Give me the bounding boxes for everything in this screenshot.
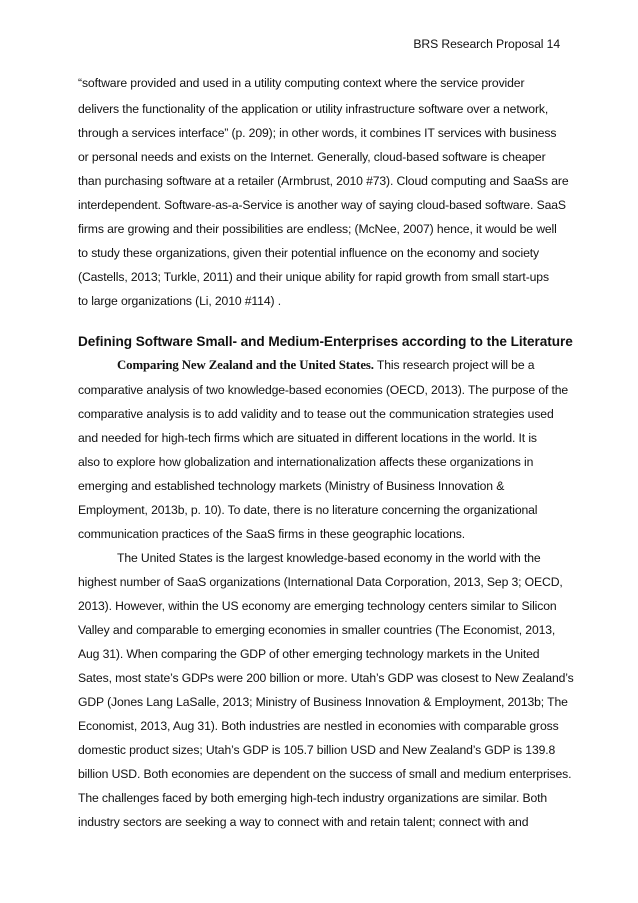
paragraph-3-line: Aug 31). When comparing the GDP of other emerging technology markets in the United [78,647,540,661]
paragraph-2-line: also to explore how globalization and internationalization affects these organizations in [78,455,534,469]
paragraph-3-line: The challenges faced by both emerging high-tech industry organizations are similar. Both [78,791,548,805]
paragraph-3-line: Valley and comparable to emerging economies in smaller countries (The Economist, 2013, [78,623,556,637]
paragraph-3-line: Sates, most state’s GDPs were 200 billion or more. Utah’s GDP was closest to New Zealand’s [78,671,574,685]
paragraph-2-line: comparative analysis is to add validity and to tease out the communication strategies used [78,407,554,421]
paragraph-1-line: than purchasing software at a retailer (Armbrust, 2010 #73). Cloud computing and SaaSs are [78,174,569,188]
paragraph-1-line: “software provided and used in a utility computing context where the service provider [78,76,525,90]
paragraph-3-line: GDP (Jones Lang LaSalle, 2013; Ministry of Business Innovation & Employment, 2013b; The [78,695,568,709]
paragraph-2-line: communication practices of the SaaS firms in these geographic locations. [78,527,465,541]
paragraph-1-line: (Castells, 2013; Turkle, 2011) and their unique ability for rapid growth from small start-ups [78,270,549,284]
subheading: Comparing New Zealand and the United States. [117,358,374,372]
paragraph-3-line: Economist, 2013, Aug 31). Both industries are nestled in economies with comparable gross [78,719,559,733]
paragraph-1-line: interdependent. Software-as-a-Service is another way of saying cloud-based software. SaaS [78,198,566,212]
paragraph-3-first-line: The United States is the largest knowledge-based economy in the world with the [117,551,541,565]
paragraph-3-line: highest number of SaaS organizations (International Data Corporation, 2013, Sep 3; OECD, [78,575,563,589]
paragraph-3-line: industry sectors are seeking a way to connect with and retain talent; connect with and [78,815,529,829]
subheading-line [117,357,534,373]
paragraph-3-line: billion USD. Both economies are dependent on the success of small and medium enterprises. [78,767,572,781]
paragraph-1-line: firms are growing and their possibilities are endless; (McNee, 2007) hence, it would be well [78,222,557,236]
paragraph-3-line: 2013). However, within the US economy are emerging technology centers similar to Silicon [78,599,557,613]
paragraph-2-line: comparative analysis of two knowledge-based economies (OECD, 2013). The purpose of the [78,383,569,397]
paragraph-1-line: or personal needs and exists on the Internet. Generally, cloud-based software is cheaper [78,150,546,164]
paragraph-1-line: delivers the functionality of the application or utility infrastructure software over a network, [78,102,549,116]
paragraph-3-line: domestic product sizes; Utah’s GDP is 105.7 billion USD and New Zealand’s GDP is 139.8 [78,743,556,757]
paragraph-2-line: emerging and established technology markets (Ministry of Business Innovation & [78,479,505,493]
paragraph-1-line: to large organizations (Li, 2010 #114) . [78,294,281,308]
paragraph-2-line: and needed for high-tech firms which are situated in different locations in the world. It is [78,431,537,445]
subheading-continuation: This research project will be a [373,358,535,372]
section-heading: Defining Software Small- and Medium-Enterprises according to the Literature [78,334,573,349]
running-head: BRS Research Proposal 14 [413,37,560,51]
paragraph-1-line: through a services interface” (p. 209); in other words, it combines IT services with business [78,126,557,140]
paragraph-2-line: Employment, 2013b, p. 10). To date, there is no literature concerning the organizational [78,503,538,517]
paragraph-1-line: to study these organizations, given their potential influence on the economy and society [78,246,539,260]
